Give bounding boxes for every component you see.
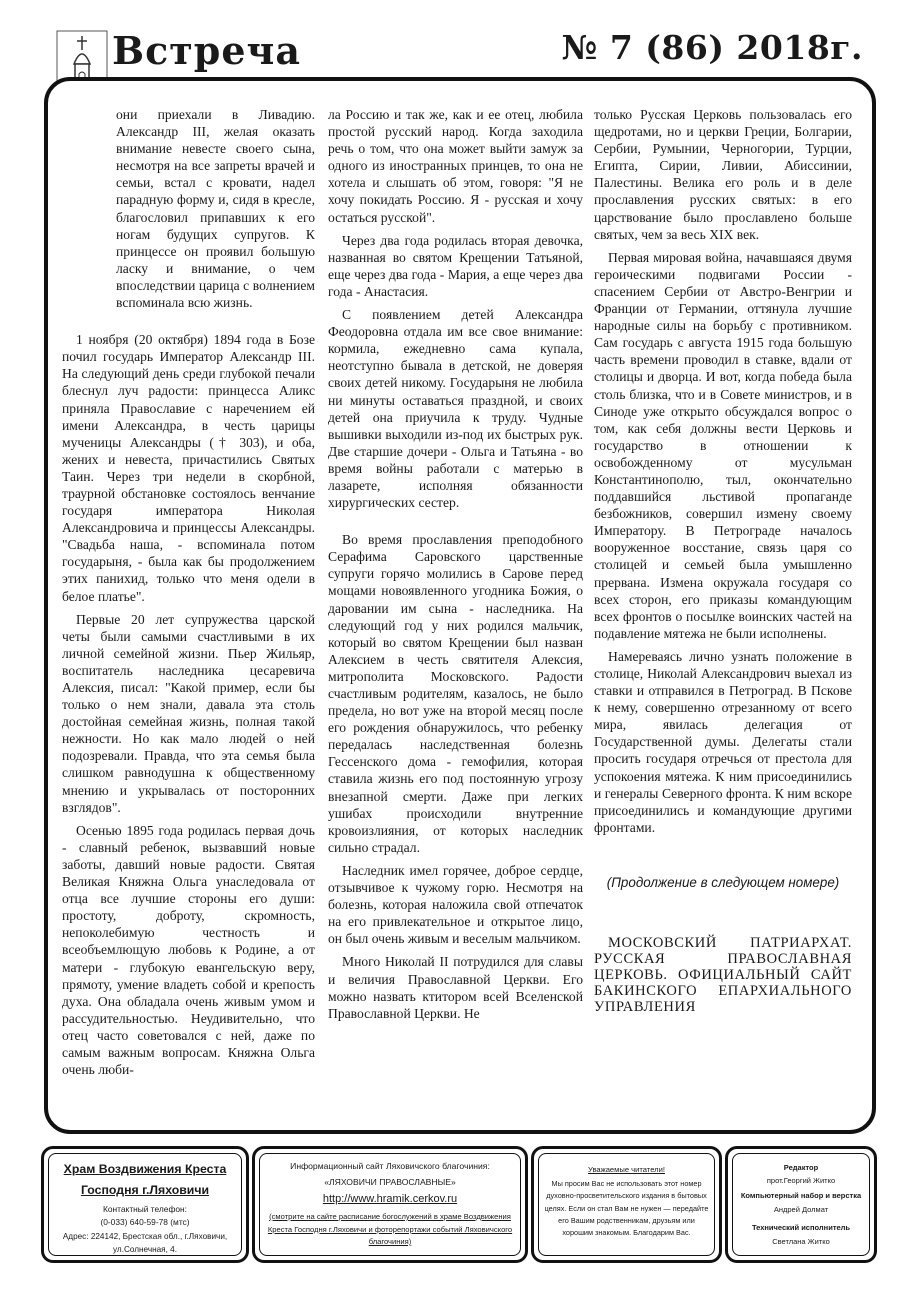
readers-notice-title: Уважаемые читатели!	[588, 1165, 665, 1174]
paragraph: Много Николай II потрудился для славы и величия Православной Церкви. Его можно назвать ктитором всей Вселенской Православной Церкви. Не	[328, 954, 583, 1021]
article-column-2	[328, 106, 583, 1028]
paragraph: Первая мировая война, начавшаяся двумя героическими подвигами России - спасением Сербии от Австро-Венгрии и Франции от Германии, оттянула лучшие народные силы на борьбу с противником. Сам государь с августа 1915 года большую часть времени проводил в ставке, вдали от столицы и дворца. И вот, когда победа была столь близка, что и в Совете министров, и в Синоде уже открыто обсуждался вопрос о том, как себя должны вести Церковь и государство в отношении к освобожденному от мусульман Константинополю, тыл, окончательно поддавшийся льстивой пропаганде безбожников, совершил измену своему Императору. В Петрограде началось вооруженное восстание, связь царя со столицей и семьей была умышленно прервана. Измена окружала государя со всех сторон, его приказы командующим всех фронтов о посылке воинских частей на подавление мятежа не были исполнены.	[594, 249, 852, 641]
paragraph: Осенью 1895 года родилась первая дочь - славный ребенок, вызвавший новые заботы, давший новые радости. Святая Великая Княжна Ольга унаследовала от отца все лучшие стороны его души: простоту, доброту, скромность, непоколебимую честность и всеобъемлющую любовь к Родине, а от матери - глубокую евангельскую веру, прямоту, умение владеть собой и крепость духа. Она обладала очень живым умом и рассудительностью. Неудивительно, что отец часто советовался с ней, даже по самым важным вопросам. Княжна Ольга очень люби-	[62, 822, 315, 1078]
readers-notice-box	[531, 1146, 722, 1263]
church-title-line-2: Господня г.Ляховичи	[80, 1183, 210, 1197]
church-contact-box	[41, 1146, 249, 1263]
paragraph: Намереваясь лично узнать положение в столице, Николай Александрович выехал из ставки и отправился в Петроград. В Пскове к нему, совершенно отрезанному от всего мира, явилась делегация от Государственной думы. Делегаты стали просить государя отречься от престола для успокоения мятежа. К ним присоединились и генералы Северного фронта. К ним вскоре присоединились и командующие другими фронтами.	[594, 648, 852, 835]
site-url-link[interactable]: http://www.hramik.cerkov.ru	[322, 1193, 458, 1205]
editorial-credits-box	[725, 1146, 877, 1263]
paragraph: Наследник имел горячее, доброе сердце, отзывчивое к чужому горю. Несмотря на болезнь, которая наложила свой отпечаток на его привлекательное и открытое лицо, он был очень живым и веселым мальчиком.	[328, 862, 583, 947]
contact-label: Контактный телефон:	[103, 1204, 187, 1214]
source-credit: МОСКОВСКИЙ ПАТРИАРХАТ. РУССКАЯ ПРАВОСЛАВНАЯ ЦЕРКОВЬ. ОФИЦИАЛЬНЫЙ САЙТ БАКИНСКОГО ЕПАРХИАЛЬНОГО УПРАВЛЕНИЯ	[594, 935, 852, 1016]
readers-notice-text: Мы просим Вас не использовать этот номер духовно-просветительского издания в бытовых целях. Если он стал Вам не нужен — передайте его Вашим родственникам, друзьям или хорошим знакомым. Благодарим Вас.	[544, 1179, 709, 1238]
church-title-line-1: Храм Воздвижения Креста	[63, 1162, 227, 1176]
paragraph: ла Россию и так же, как и ее отец, любила простой русский народ. Когда заходила речь о том, что она может выйти замуж за одного из иностранных принцев, то она не хотела и слышать об этом, говоря: "Я не хочу покидать Россию. Я - русская и хочу остаться русской".	[328, 107, 583, 225]
site-note: (смотрите на сайте расписание богослужений в храме Воздвижения Креста Господня г.Ляховичи и фоторепортажи событий Ляховичского благочиния)	[267, 1212, 513, 1246]
continued-note: (Продолжение в следующем номере)	[606, 874, 840, 890]
newspaper-title: Встреча	[112, 28, 301, 73]
issue-number: № 7 (86) 2018г.	[561, 28, 863, 67]
paragraph: С появлением детей Александра Феодоровна отдала им все свое внимание: кормила, ежедневно сама купала, неотступно бывала в детской, не доверяя своих детей никому. Государыня не любила ни минуты оставаться праздной, и своих детей она приучила к труду. Чудные вышивки выходили из-под их быстрых рук. Две старшие дочери - Ольга и Татьяна - во время войны работали с матерью в лазарете, исполняя обязанности хирургических сестер.	[328, 307, 583, 511]
paragraph: только Русская Церковь пользовалась его щедротами, но и церкви Греции, Болгарии, Сербии, Румынии, Черногории, Турции, Египта, Сирии, Ливии, Абиссинии, Палестины. Велика его роль и в деле прославления русских святых: в его царствование было прославлено больше святых, чем за весь XIX век.	[594, 107, 852, 242]
address: Адрес: 224142, Брестская обл., г.Ляховичи, ул.Солнечная, 4.	[62, 1232, 228, 1254]
editor-label: Редактор	[783, 1163, 819, 1172]
site-intro: Информационный сайт Ляховичского благочиния:	[290, 1161, 490, 1171]
editor-name: прот.Георгий Житко	[766, 1176, 836, 1185]
site-name: «ЛЯХОВИЧИ ПРАВОСЛАВНЫЕ»	[324, 1177, 456, 1187]
paragraph: Первые 20 лет супружества царской четы были самыми счастливыми в их личной семейной жизни. Пьер Жильяр, воспитатель наследника цесаревича Алексия, писал: "Какой пример, если бы только о нем знали, давала эта столь достойная семейная жизнь, полная такой нежности. Но как мало людей о ней подозревали. Правда, что эта семья была слишком равнодушна к общественному мнению и укрывалась от посторонних взглядов".	[62, 611, 315, 815]
layout-label: Компьютерный набор и верстка	[740, 1191, 862, 1200]
paragraph: Во время прославления преподобного Серафима Саровского царственные супруги горячо молились в Сарове перед мощами новоявленного угодника Божия, о даровании им сына - наследника. На следующий год у них родился мальчик, который во святом Крещении был назван Алексием в честь святителя Алексия, митрополита Московского. Радости счастливым родителям, казалось, не было предела, но вот уже на второй месяц после его рождения обнаружилось, что ребенку передалась наследственная болезнь Гессенского дома - гемофилия, которая ставила жизнь его под постоянную угрозу внезапной смерти. Даже при легких ушибах происходили внутренние кровоизлияния, от которых наследник сильно страдал.	[328, 532, 583, 855]
phone-number: (0-033) 640-59-78 (мтс)	[100, 1217, 190, 1227]
website-info-box	[252, 1146, 528, 1263]
tech-name: Светлана Житко	[772, 1237, 830, 1246]
layout-name: Андрей Долмат	[773, 1205, 829, 1214]
tech-label: Технический исполнитель	[751, 1223, 851, 1232]
article-column-3	[594, 106, 852, 1021]
article-column-1	[62, 106, 315, 1084]
paragraph: Через два года родилась вторая девочка, названная во святом Крещении Татьяной, еще через два года - Мария, а еще через два года - Анастасия.	[328, 232, 583, 299]
paragraph: 1 ноября (20 октября) 1894 года в Бозе почил государь Император Александр III. На следующий день среди глубокой печали блеснул луч радости: принцесса Аликс приняла Православие с наречением ей имени Александра, в честь царицы мученицы Александры († 303), и оба, жених и невеста, причастились Святых Таин. Через три недели в скорбной, траурной обстановке состоялось венчание государя императора Николая Александровича и принцессы Александры. "Свадьба наша, - вспоминала потом государыня, - была как бы продолжением этих панихид, только что меня одели в белое платье".	[62, 332, 315, 604]
paragraph: они приехали в Ливадию. Александр III, желая оказать внимание невесте своего сына, несмотря на все запреты врачей и семьи, встал с кровати, надел парадную форму и, сидя в кресле, благословил припавших к его ногам будущих супругов. К принцессе он проявил большую ласку и внимание, о чем впоследствии царица с волнением вспоминала всю жизнь.	[116, 107, 315, 311]
